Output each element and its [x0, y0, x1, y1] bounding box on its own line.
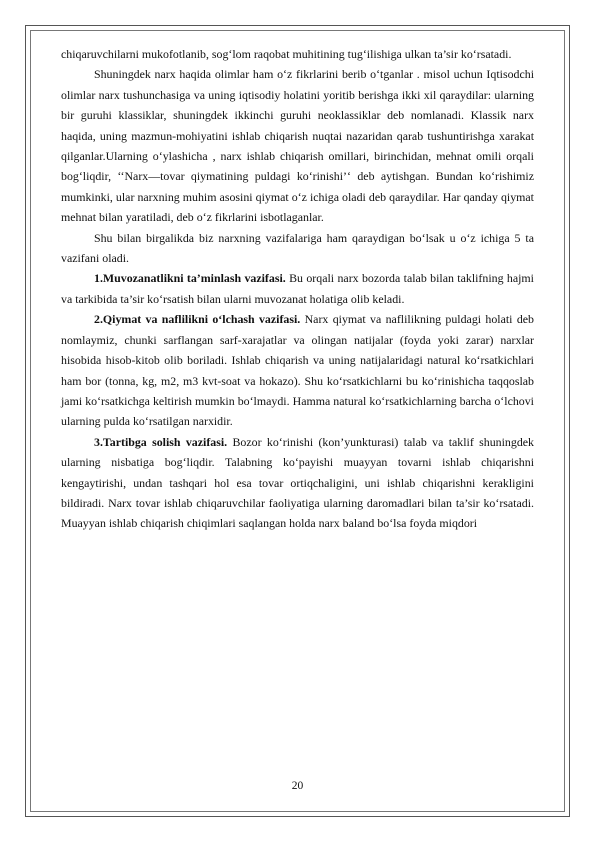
- section-heading: 3.Tartibga solish vazifasi.: [94, 434, 228, 449]
- section-heading: 1.Muvozanatlikni ta’minlash vazifasi.: [94, 271, 286, 286]
- paragraph: [61, 64, 534, 227]
- paragraph-text: Narx qiymat va naflilikning puldagi holati deb nomlaymiz, chunki sarflangan sarf-xarajatlar va olingan natijalar (foyda yoki zarar) narxlar hisobida hisob-kitob olib boriladi. Ishlab chiqarish va uning natijalaridagi natural ko‘rsatkichlari ham bor (tonna, kg, m2, m3 kvt-soat va hokazo). Shu ko‘rsatkichlarni bu ko‘rinishicha taqqoslab jami ko‘rsatkichga keltirish mumkin bo‘lmaydi. Hamma natural ko‘rsatkichlarning barcha o‘lchovi ularning pulda ko‘rsatilgan narxidir.: [61, 312, 534, 429]
- paragraph-text: Shuningdek narx haqida olimlar ham o‘z fikrlarini berib o‘tganlar . misol uchun Iqtisodchi olimlar narx tushunchasiga va uning iqtisodiy holatini yoritib berishga ikki xil qaraydilar: ularning bir guruhi klassiklar, shuningdek ikkinchi guruhi neoklassiklar deb nomlanadi. Klassik narx haqida, uning mazmun-mohiyatini ishlab chiqarish nuqtai nazaridan qarab tushuntirishga xarakat qilganlar.Ularning o‘ylashicha , narx ishlab chiqarish omillari, birinchidan, mehnat omili orqali bog‘liqdir, ‘‘Narx—tovar qiymatining puldagi ko‘rinishi’‘ deb aytishgan. Bundan ko‘rishimiz mumkinki, ular narxning muhim asosini qiymat o‘z ichiga oladi deb qaraydilar. Har qanday qiymat mehnat bilan yaratiladi, deb o‘z fikrlarini isbotlaganlar.: [61, 67, 534, 225]
- paragraph: [61, 432, 534, 534]
- paragraph: [61, 309, 534, 431]
- paragraph: [61, 228, 534, 269]
- paragraph: [61, 44, 534, 64]
- document-body: [61, 44, 534, 534]
- paragraph-text: chiqaruvchilarni mukofotlanib, sog‘lom raqobat muhitining tug‘ilishiga ulkan ta’sir ko‘rsatadi.: [61, 47, 512, 61]
- page-number: 20: [291, 780, 304, 792]
- section-heading: 2.Qiymat va naflilikni o‘lchash vazifasi.: [94, 312, 301, 327]
- paragraph-text: Shu bilan birgalikda biz narxning vazifalariga ham qaraydigan bo‘lsak u o‘z ichiga 5 ta vazifani oladi.: [61, 230, 534, 266]
- paragraph-text: Bu orqali narx bozorda talab bilan taklifning hajmi va tarkibida ta’sir ko‘rsatish bilan ularni muvozanat holatiga olib keladi.: [61, 271, 534, 306]
- paragraph-text: Bozor ko‘rinishi (kon’yunkturasi) talab va taklif shuningdek ularning nisbatiga bog‘liqdir. Talabning ko‘payishi muayyan tovarni ishlab chiqarishni kengaytirishi, undan tashqari hol esa tovar ortiqchaligini, uni ishlab chiqarishni kerakligini bildiradi. Narx tovar ishlab chiqaruvchilar faoliyatiga ularning daromadlari bilan ta’sir ko‘rsatadi. Muayyan ishlab chiqarish chiqimlari saqlangan holda narx baland bo‘lsa foyda miqdori: [61, 434, 534, 531]
- paragraph: [61, 268, 534, 309]
